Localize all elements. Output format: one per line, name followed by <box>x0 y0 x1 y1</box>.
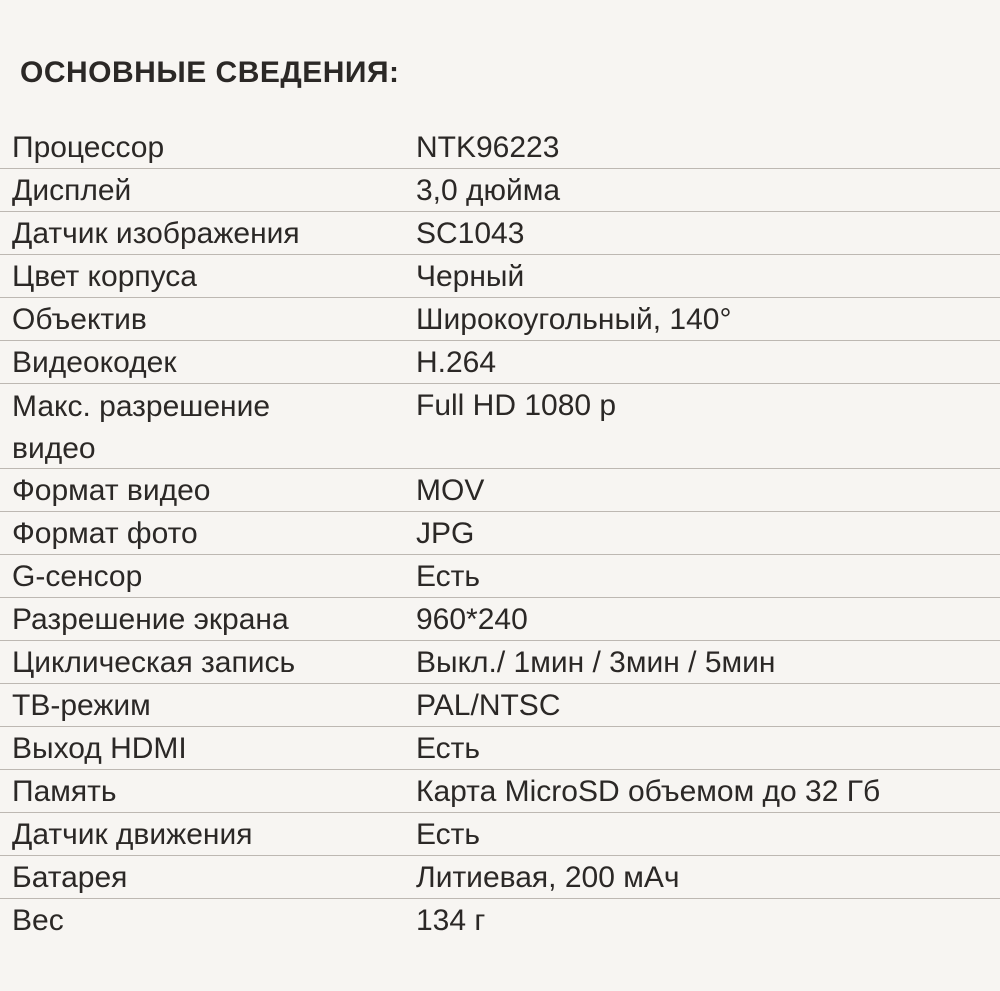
spec-value: Full HD 1080 p <box>416 389 617 422</box>
spec-row-photo-format <box>0 512 1000 555</box>
spec-row-display <box>0 169 1000 212</box>
spec-value: 960*240 <box>416 603 528 636</box>
spec-label: Память <box>12 775 117 808</box>
spec-row-video-format <box>0 469 1000 512</box>
spec-value: 134 г <box>416 904 486 937</box>
spec-label: Циклическая запись <box>12 646 296 679</box>
spec-row-memory <box>0 770 1000 813</box>
spec-label: Цвет корпуса <box>12 260 197 293</box>
spec-value: PAL/NTSC <box>416 689 561 722</box>
spec-label: Видеокодек <box>12 346 177 379</box>
spec-row-battery <box>0 856 1000 899</box>
spec-label: Выход HDMI <box>12 732 187 765</box>
spec-row-screen-resolution <box>0 598 1000 641</box>
spec-label: Батарея <box>12 861 128 894</box>
spec-value: NTK96223 <box>416 131 560 164</box>
spec-label: Объектив <box>12 303 147 336</box>
spec-row-max-video-resolution <box>0 384 1000 469</box>
spec-value: 3,0 дюйма <box>416 174 561 207</box>
spec-label: Формат фото <box>12 517 198 550</box>
spec-value: Есть <box>416 818 481 851</box>
spec-value: Есть <box>416 732 481 765</box>
spec-row-g-sensor <box>0 555 1000 598</box>
spec-label: Датчик изображения <box>12 217 300 250</box>
spec-row-motion-sensor <box>0 813 1000 856</box>
spec-label: Дисплей <box>12 174 132 207</box>
spec-value: Литиевая, 200 мАч <box>416 861 680 894</box>
spec-table <box>0 126 1000 942</box>
spec-row-lens <box>0 298 1000 341</box>
spec-label: ТВ-режим <box>12 689 151 722</box>
spec-label: Датчик движения <box>12 818 253 851</box>
spec-row-processor <box>0 126 1000 169</box>
spec-value: MOV <box>416 474 485 507</box>
spec-label: Процессор <box>12 131 165 164</box>
spec-label: Разрешение экрана <box>12 603 289 636</box>
spec-row-loop-recording <box>0 641 1000 684</box>
spec-row-image-sensor <box>0 212 1000 255</box>
spec-row-weight <box>0 899 1000 942</box>
spec-value: SC1043 <box>416 217 525 250</box>
spec-value: Широкоугольный, 140° <box>416 303 732 336</box>
spec-label: Вес <box>12 904 64 937</box>
spec-row-video-codec <box>0 341 1000 384</box>
spec-value: Выкл./ 1мин / 3мин / 5мин <box>416 646 776 679</box>
spec-value: H.264 <box>416 346 497 379</box>
spec-label: G-сенсор <box>12 560 143 593</box>
spec-row-hdmi-output <box>0 727 1000 770</box>
spec-row-tv-mode <box>0 684 1000 727</box>
spec-row-body-color <box>0 255 1000 298</box>
section-title: ОСНОВНЫЕ СВЕДЕНИЯ: <box>20 56 400 89</box>
spec-label: Формат видео <box>12 474 211 507</box>
spec-value: Черный <box>416 260 525 293</box>
spec-value: Есть <box>416 560 481 593</box>
spec-value: JPG <box>416 517 475 550</box>
spec-label: Макс. разрешение видео <box>12 390 271 465</box>
spec-value: Карта MicroSD объемом до 32 Гб <box>416 775 881 808</box>
